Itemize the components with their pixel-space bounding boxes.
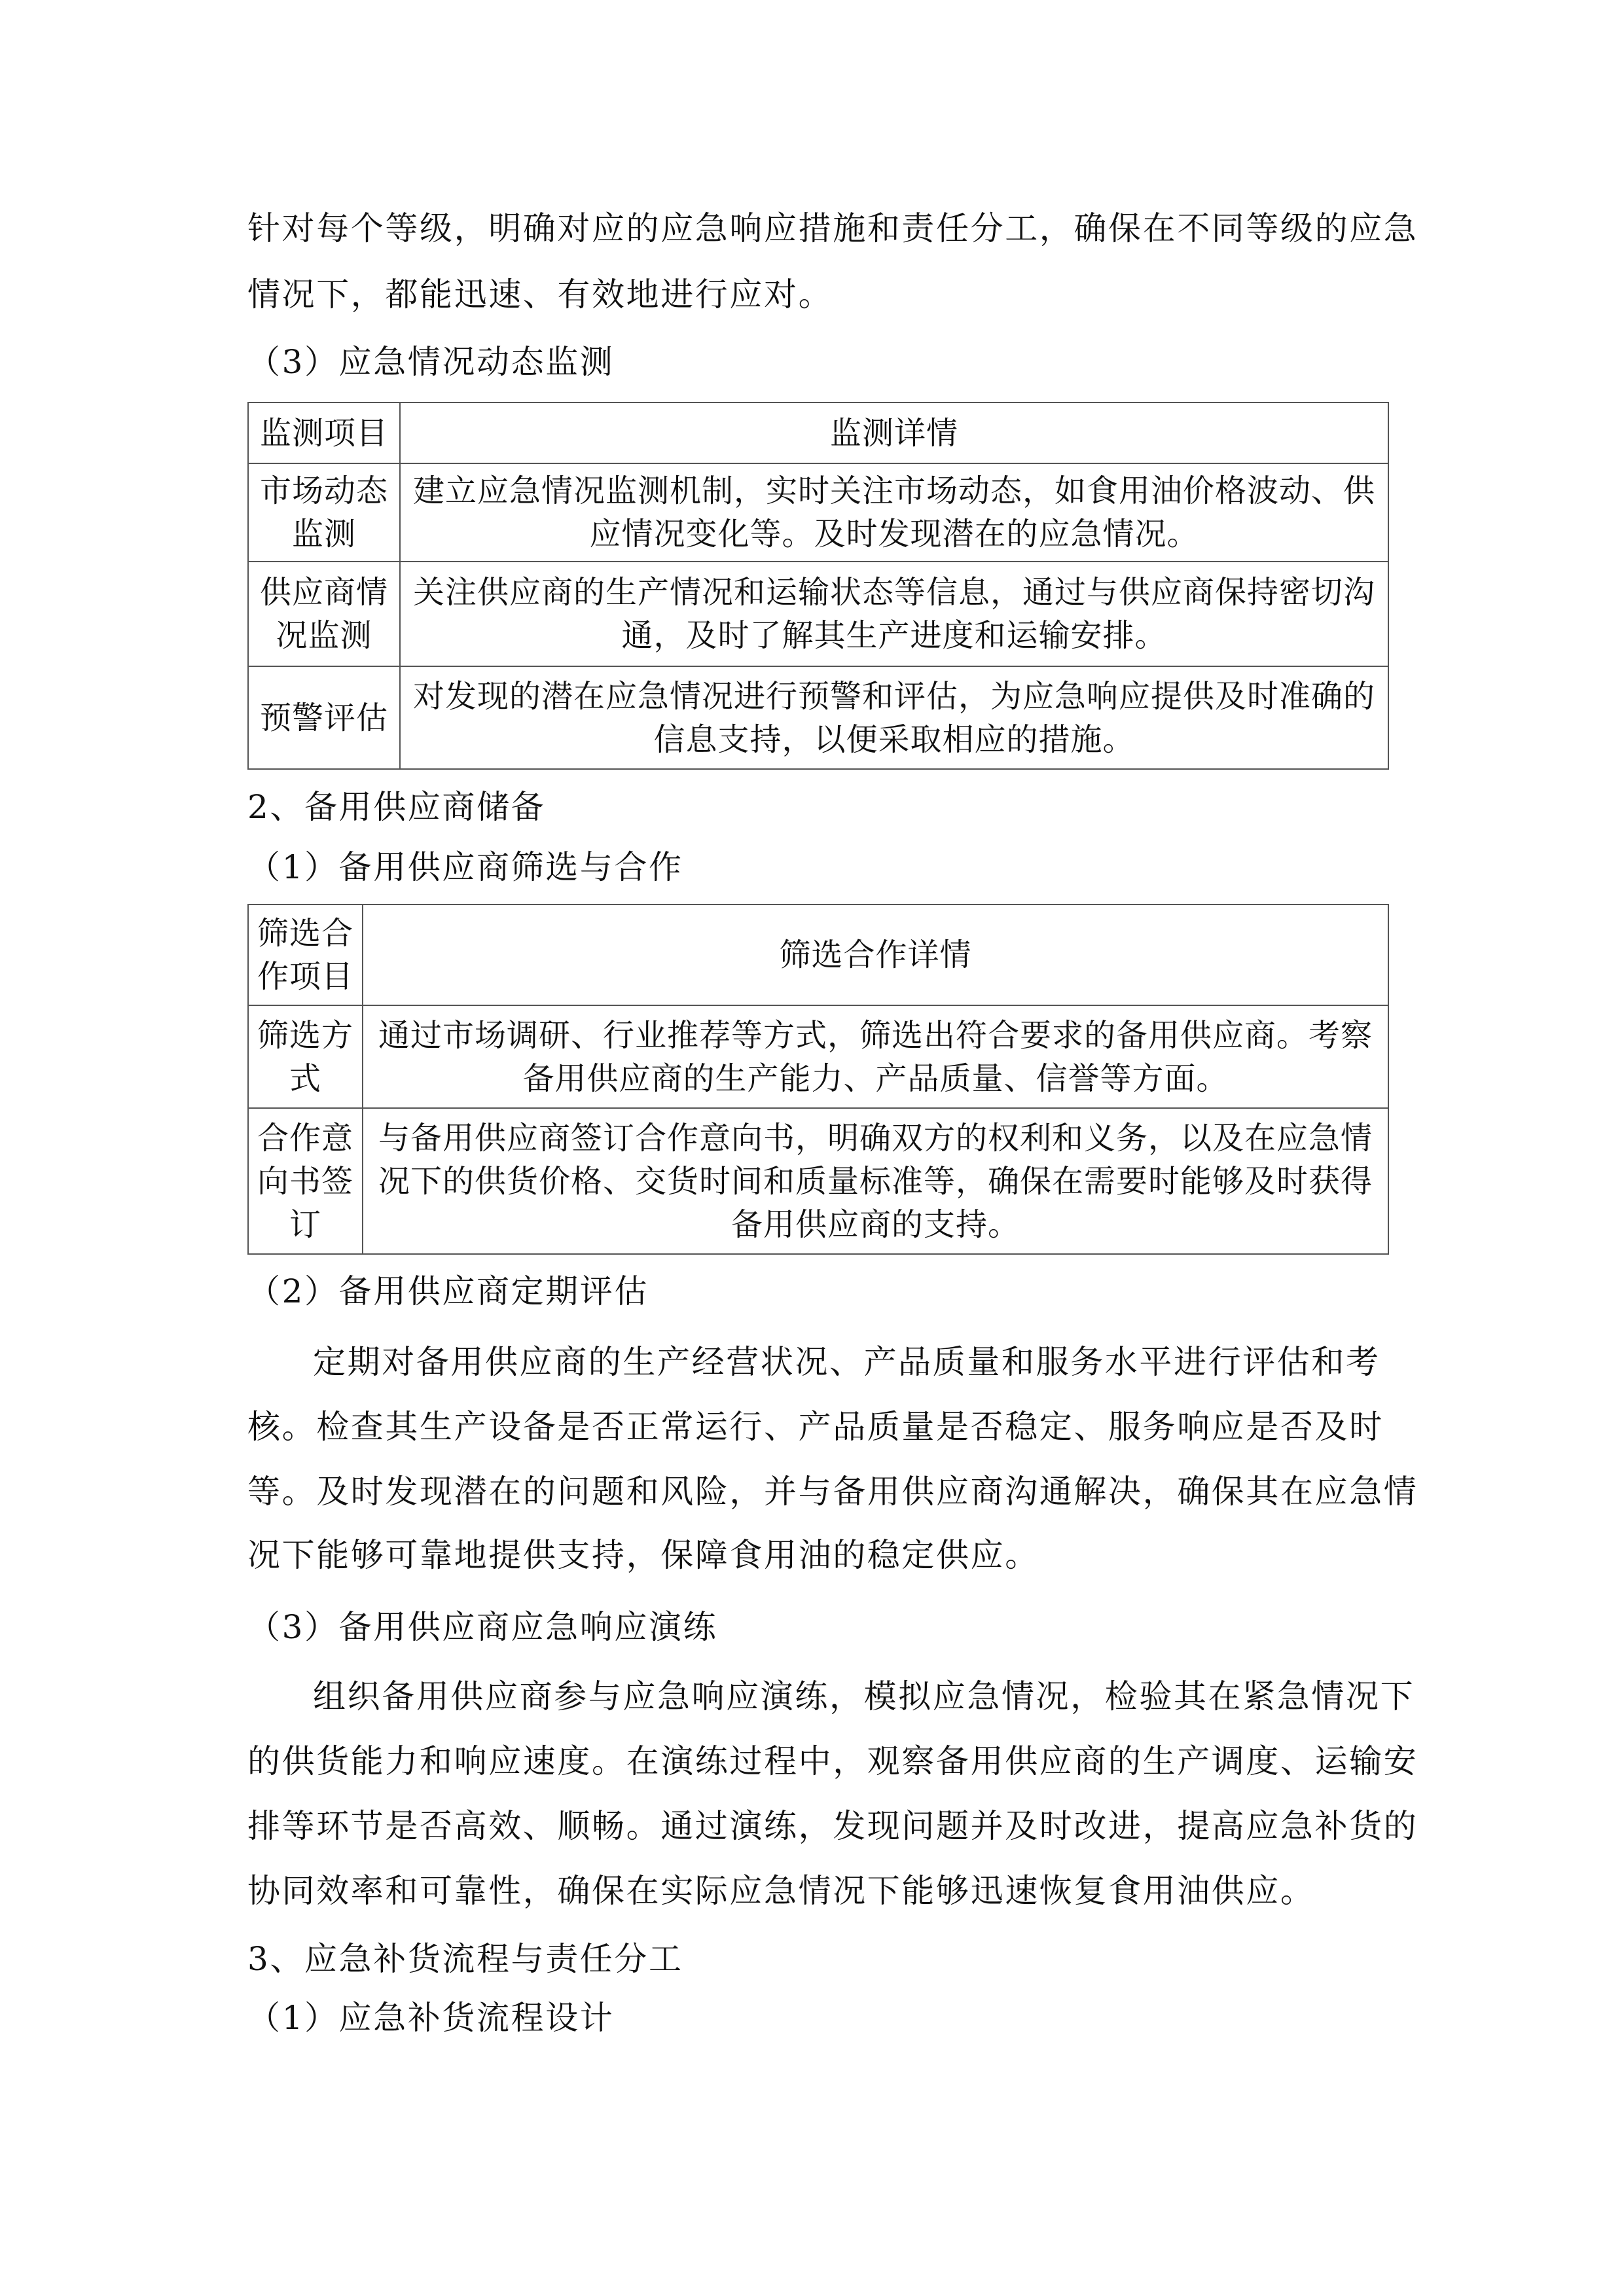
subheading: （3）备用供应商应急响应演练: [247, 1608, 718, 1646]
table-cell-detail: 通过市场调研、行业推荐等方式，筛选出符合要求的备用供应商。考察备用供应商的生产能力、产品质量、信誉等方面。: [363, 1005, 1388, 1108]
table-cell-detail: 关注供应商的生产情况和运输状态等信息，通过与供应商保持密切沟通，及时了解其生产进度和运输安排。: [400, 562, 1388, 666]
paragraph-line: 定期对备用供应商的生产经营状况、产品质量和服务水平进行评估和考: [313, 1343, 1380, 1381]
subheading: （3）应急情况动态监测: [247, 343, 615, 381]
paragraph-line: 况下能够可靠地提供支持，保障食用油的稳定供应。: [247, 1536, 1039, 1574]
table-cell-item: 预警评估: [248, 666, 400, 769]
paragraph-line: 等。及时发现潜在的问题和风险，并与备用供应商沟通解决，确保其在应急情: [247, 1473, 1418, 1511]
table-row: [248, 666, 1388, 769]
paragraph-line: 协同效率和可靠性，确保在实际应急情况下能够迅速恢复食用油供应。: [247, 1872, 1315, 1910]
table-row: [248, 1108, 1388, 1254]
table-cell-item: 供应商情况监测: [248, 562, 400, 666]
table-header-row: [248, 403, 1388, 463]
subheading: （2）备用供应商定期评估: [247, 1272, 649, 1310]
subheading: （1）备用供应商筛选与合作: [247, 848, 683, 886]
table-header: 筛选合作详情: [363, 905, 1388, 1005]
table-cell-detail: 与备用供应商签订合作意向书，明确双方的权利和义务，以及在应急情况下的供货价格、交货时间和质量标准等，确保在需要时能够及时获得备用供应商的支持。: [363, 1108, 1388, 1254]
paragraph-line: 核。检查其生产设备是否正常运行、产品质量是否稳定、服务响应是否及时: [247, 1408, 1384, 1446]
paragraph-line: 情况下，都能迅速、有效地进行应对。: [247, 276, 833, 314]
table-cell-item: 市场动态监测: [248, 463, 400, 562]
table-header-row: [248, 905, 1388, 1005]
supplier-selection-table: [247, 904, 1389, 1255]
table-header: 筛选合作项目: [248, 905, 363, 1005]
table-header: 监测详情: [400, 403, 1388, 463]
section-heading: 3、应急补货流程与责任分工: [247, 1940, 683, 1978]
paragraph-line: 组织备用供应商参与应急响应演练，模拟应急情况，检验其在紧急情况下: [313, 1677, 1415, 1715]
paragraph-line: 的供货能力和响应速度。在演练过程中，观察备用供应商的生产调度、运输安: [247, 1742, 1418, 1780]
table-cell-item: 合作意向书签订: [248, 1108, 363, 1254]
table-header: 监测项目: [248, 403, 400, 463]
monitoring-table: [247, 402, 1389, 770]
table-cell-detail: 对发现的潜在应急情况进行预警和评估，为应急响应提供及时准确的信息支持，以便采取相应的措施。: [400, 666, 1388, 769]
section-heading: 2、备用供应商储备: [247, 788, 546, 826]
paragraph-line: 排等环节是否高效、顺畅。通过演练，发现问题并及时改进，提高应急补货的: [247, 1807, 1418, 1845]
subheading: （1）应急补货流程设计: [247, 1999, 615, 2037]
table-cell-detail: 建立应急情况监测机制，实时关注市场动态，如食用油价格波动、供应情况变化等。及时发现潜在的应急情况。: [400, 463, 1388, 562]
table-row: [248, 1005, 1388, 1108]
table-row: [248, 562, 1388, 666]
table-cell-item: 筛选方式: [248, 1005, 363, 1108]
table-row: [248, 463, 1388, 562]
paragraph-line: 针对每个等级，明确对应的应急响应措施和责任分工，确保在不同等级的应急: [247, 209, 1418, 247]
